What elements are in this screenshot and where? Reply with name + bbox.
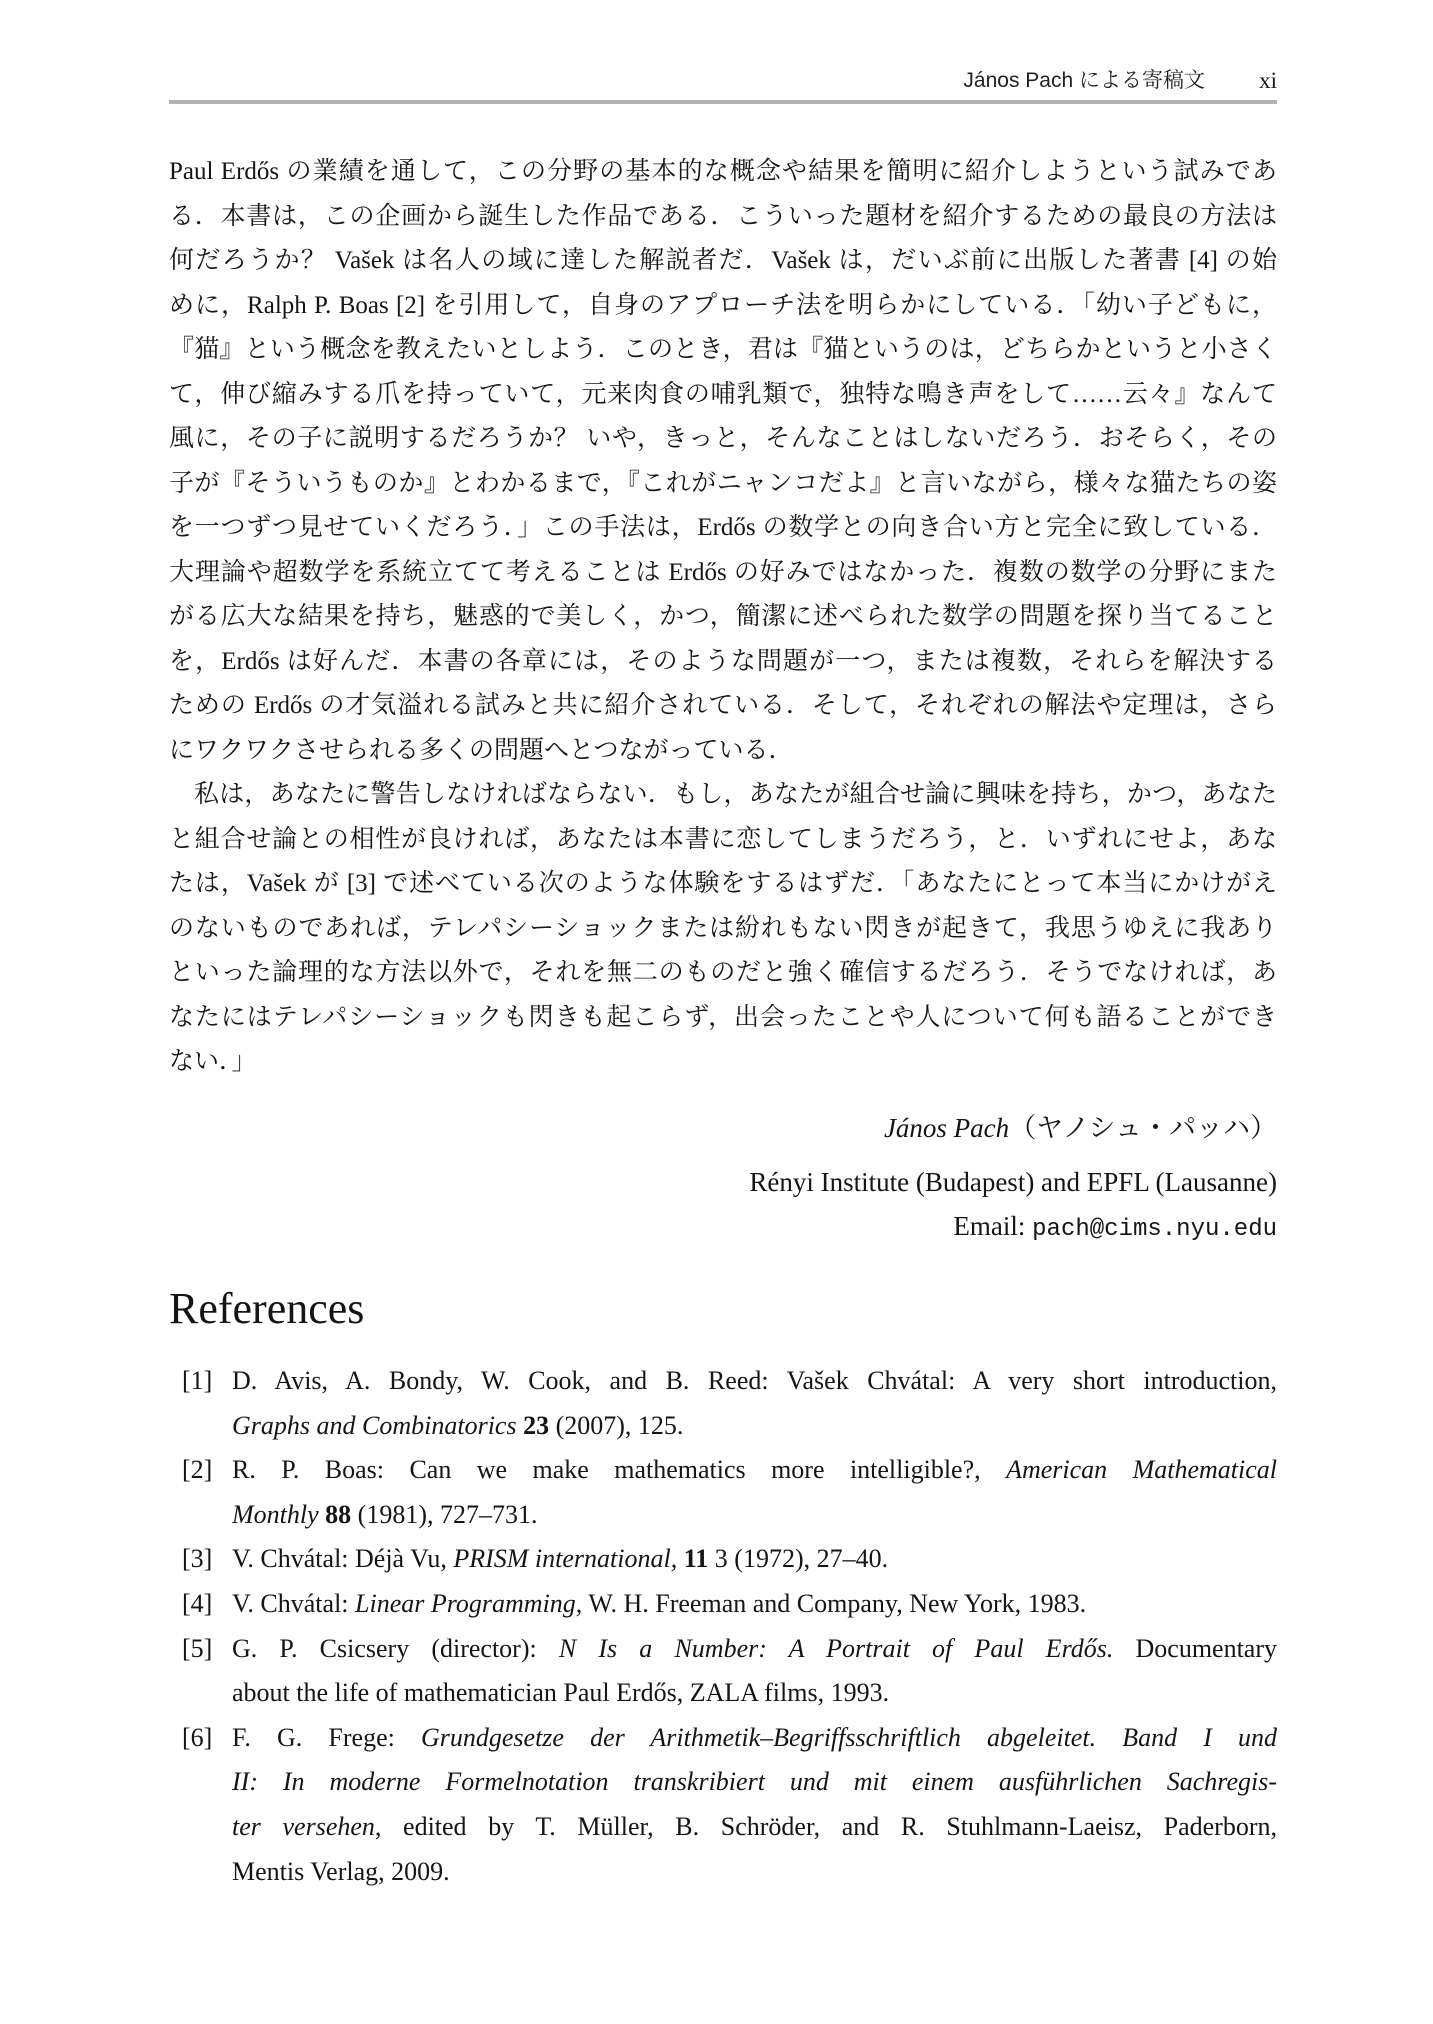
body-line: たは，Vašek が [3] で述べている次のような体験をするはずだ．「あなたにとって本当にかけがえ	[169, 870, 1277, 897]
body-line: と組合せ論との相性が良ければ，あなたは本書に恋してしまうだろう，と．いずれにせよ，あな	[169, 825, 1277, 853]
book-title: II: In moderne Formelnotation transkribiert und mit einem ausführlichen Sachregis-	[232, 1767, 1277, 1797]
running-head	[169, 66, 1277, 96]
email-label: Email:	[953, 1211, 1026, 1241]
reference-label: [5]	[182, 1633, 213, 1663]
body-line: Paul Erdős の業績を通して，この分野の基本的な概念や結果を簡明に紹介しようという試みであ	[169, 158, 1277, 185]
volume-number: 11	[683, 1544, 709, 1574]
reference-label: [3]	[182, 1544, 213, 1574]
reference-item	[169, 1448, 1277, 1537]
book-title: Grundgesetze der Arithmetik–Begriffsschriftlich abgeleitet. Band I und	[420, 1722, 1277, 1752]
body-line: なたにはテレパシーショックも閃きも起こらず，出会ったことや人について何も語ることができ	[169, 1003, 1277, 1031]
reference-line	[232, 1448, 1277, 1493]
reference-label: [4]	[182, 1588, 213, 1618]
reference-text: V. Chvátal: Déjà Vu,	[232, 1544, 447, 1574]
reference-item	[169, 1582, 1277, 1627]
author-signature	[169, 1106, 1277, 1150]
reference-label: [2]	[182, 1455, 213, 1485]
reference-text: F. G. Frege:	[232, 1722, 395, 1752]
author-name-reading: （ヤノシュ・パッハ）	[1009, 1113, 1277, 1143]
body-line: を一つずつ見せていくだろう．」この手法は，Erdős の数学との向き合い方と完全に致している．	[169, 514, 1277, 541]
page-number: xi	[1259, 68, 1277, 93]
reference-text: about the life of mathematician Paul Erdős, ZALA films, 1993.	[232, 1678, 890, 1708]
author-affiliation: Rényi Institute (Budapest) and EPFL (Lausanne)	[749, 1167, 1277, 1197]
journal-title: American Mathematical	[1006, 1455, 1277, 1485]
reference-item	[169, 1627, 1277, 1716]
reference-item	[169, 1537, 1277, 1582]
body-line: にワクワクさせられる多くの問題へとつながっている．	[169, 736, 794, 764]
reference-text: D. Avis, A. Bondy, W. Cook, and B. Reed: Vašek Chvátal: A very short introduction,	[232, 1366, 1277, 1395]
foreword-text	[169, 150, 1277, 1085]
journal-title: PRISM international,	[453, 1544, 678, 1574]
reference-text: (1981), 727–731.	[357, 1499, 538, 1529]
body-line: を，Erdős は好んだ．本書の各章には，そのような問題が一つ，または複数，それらを解決する	[169, 647, 1277, 675]
reference-list	[169, 1359, 1277, 1894]
body-line: がる広大な結果を持ち，魅惑的で美しく，かつ，簡潔に述べられた数学の問題を探り当てること	[169, 603, 1277, 630]
body-line: のないものであれば，テレパシーショックまたは紛れもない閃きが起きて，我思うゆえに我あり	[169, 914, 1277, 942]
reference-line	[232, 1582, 1277, 1627]
reference-item	[169, 1716, 1277, 1894]
body-line: 子が『そういうものか』とわかるまで，『これがニャンコだよ』と言いながら，様々な猫たちの姿	[169, 469, 1277, 497]
reference-text: R. P. Boas: Can we make mathematics more intelligible?,	[232, 1455, 981, 1485]
body-line: 大理論や超数学を系統立てて考えることは Erdős の好みではなかった．複数の数学の分野にまた	[169, 558, 1277, 586]
reference-line	[232, 1671, 1277, 1716]
reference-line	[232, 1805, 1277, 1850]
journal-title: Graphs and Combinatorics	[232, 1410, 517, 1440]
reference-text: W. H. Freeman and Company, New York, 1983.	[588, 1588, 1087, 1618]
reference-text: 3 (1972), 27–40.	[714, 1544, 889, 1574]
header-rule	[169, 100, 1277, 104]
body-line: めに，Ralph P. Boas [2] を引用して，自身のアプローチ法を明らかにしている．「幼い子どもに，	[169, 291, 1277, 319]
body-line: 何だろうか？ Vašek は名人の域に達した解説者だ．Vašek は，だいぶ前に出版した著書 [4] の始	[169, 247, 1277, 274]
reference-line	[232, 1850, 1277, 1895]
running-title: János Pach による寄稿文	[963, 69, 1205, 92]
reference-label: [6]	[182, 1722, 213, 1752]
reference-text: G. P. Csicsery (director):	[232, 1633, 537, 1663]
body-line: 私は，あなたに警告しなければならない．もし，あなたが組合せ論に興味を持ち，かつ，あなた	[194, 781, 1277, 808]
reference-text: , edited by T. Müller, B. Schröder, and R. Stuhlmann-Laeisz, Paderborn,	[374, 1811, 1277, 1841]
body-line: といった論理的な方法以外で，それを無二のものだと強く確信するだろう．そうでなければ，あ	[169, 959, 1277, 986]
body-line: 風に，その子に説明するだろうか？ いや，きっと，そんなことはしないだろう．おそらく，その	[169, 425, 1277, 452]
body-line: る．本書は，この企画から誕生した作品である．こういった題材を紹介するための最良の方法は	[169, 202, 1277, 230]
reference-item	[169, 1359, 1277, 1448]
reference-line	[232, 1404, 1277, 1449]
book-title: Linear Programming,	[355, 1588, 583, 1618]
reference-text: Documentary	[1135, 1633, 1277, 1663]
reference-label: [1]	[182, 1366, 213, 1395]
reference-line	[232, 1716, 1277, 1761]
volume-number: 23	[523, 1410, 550, 1440]
paragraph	[169, 150, 1277, 773]
references-heading: References	[169, 1284, 365, 1333]
body-line: 『猫』という概念を教えたいとしよう．このとき，君は『猫というのは，どちらかというと小さく	[169, 336, 1277, 363]
reference-text: V. Chvátal:	[232, 1588, 349, 1618]
reference-text: Mentis Verlag, 2009.	[232, 1856, 450, 1886]
book-title: ter versehen	[232, 1811, 375, 1841]
volume-number: 88	[325, 1499, 352, 1529]
author-email-line	[169, 1204, 1277, 1248]
body-line: ための Erdős の才気溢れる試みと共に紹介されている．そして，それぞれの解法や定理は，さら	[169, 692, 1277, 719]
body-line: ない．」	[169, 1048, 257, 1075]
reference-line	[232, 1627, 1277, 1672]
reference-line	[232, 1359, 1277, 1404]
paragraph	[169, 773, 1277, 1085]
reference-line	[232, 1537, 1277, 1582]
journal-title: Monthly	[232, 1499, 319, 1529]
film-title: N Is a Number: A Portrait of Paul Erdős.	[558, 1633, 1114, 1663]
author-name: János Pach	[883, 1113, 1010, 1143]
reference-text: (2007), 125.	[555, 1410, 684, 1440]
body-line: て，伸び縮みする爪を持っていて，元来肉食の哺乳類で，独特な鳴き声をして……云々』なんて	[169, 380, 1277, 408]
reference-line	[232, 1760, 1277, 1805]
email-address: pach@cims.nyu.edu	[1032, 1216, 1277, 1243]
reference-line	[232, 1493, 1277, 1538]
